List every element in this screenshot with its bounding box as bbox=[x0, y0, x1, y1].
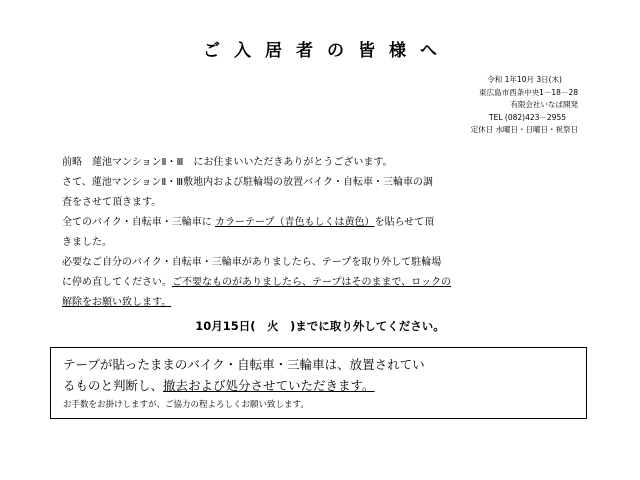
body-text: に停め直してください。 bbox=[62, 277, 172, 288]
unlock-request-text: 解除をお願い致します。 bbox=[62, 297, 172, 308]
body-line bbox=[62, 293, 592, 313]
letter-body bbox=[62, 153, 592, 313]
body-text: を貼らせて頂 bbox=[374, 217, 435, 228]
closing-line: お手数をお掛けしますが、ご協力の程よろしくお願い致します。 bbox=[63, 400, 309, 410]
sender-company: 有限会社いなば開発 bbox=[510, 100, 578, 109]
body-line: さて、蓮池マンションⅡ・Ⅲ敷地内および駐輪場の放置バイク・自転車・三輪車の調 bbox=[62, 177, 433, 188]
body-line bbox=[62, 273, 592, 293]
warning-box bbox=[50, 347, 587, 419]
removal-warning-text: 撤去および処分させていただきます。 bbox=[163, 378, 375, 393]
body-line bbox=[62, 213, 592, 233]
unlock-request-text: ご不要なものがありましたら、テープはそのままで、ロックの bbox=[172, 277, 452, 288]
sender-block bbox=[348, 74, 578, 137]
notice-date: 令和 1年10月 3日(木) bbox=[487, 75, 562, 84]
warning-line: テープが貼ったままのバイク・自転車・三輪車は、放置されてい bbox=[63, 357, 425, 372]
body-line: 査をさせて頂きます。 bbox=[62, 197, 162, 208]
body-line: 前略 蓮池マンションⅡ・Ⅲ にお住まいいただきありがとうございます。 bbox=[62, 157, 393, 168]
page-title: ご入居者の皆様へ bbox=[203, 41, 451, 61]
tape-color-text: カラーテープ（青色もしくは黄色） bbox=[214, 217, 375, 228]
warning-text: るものと判断し、 bbox=[63, 378, 164, 393]
body-text: 全てのバイク・自転車・三輪車に bbox=[62, 217, 215, 228]
deadline-text: 10月15日( 火 )までに取り外してください。 bbox=[195, 319, 445, 333]
warning-line bbox=[63, 375, 576, 396]
body-line: 必要なご自分のバイク・自転車・三輪車がありましたら、テープを取り外して駐輪場 bbox=[62, 257, 442, 268]
sender-tel: TEL (082)423－2955 bbox=[489, 112, 566, 122]
body-line: きました。 bbox=[62, 237, 112, 248]
sender-holidays: 定休日 水曜日・日曜日・祝祭日 bbox=[470, 125, 578, 134]
sender-address: 東広島市西条中央1－18－28 bbox=[479, 87, 578, 97]
